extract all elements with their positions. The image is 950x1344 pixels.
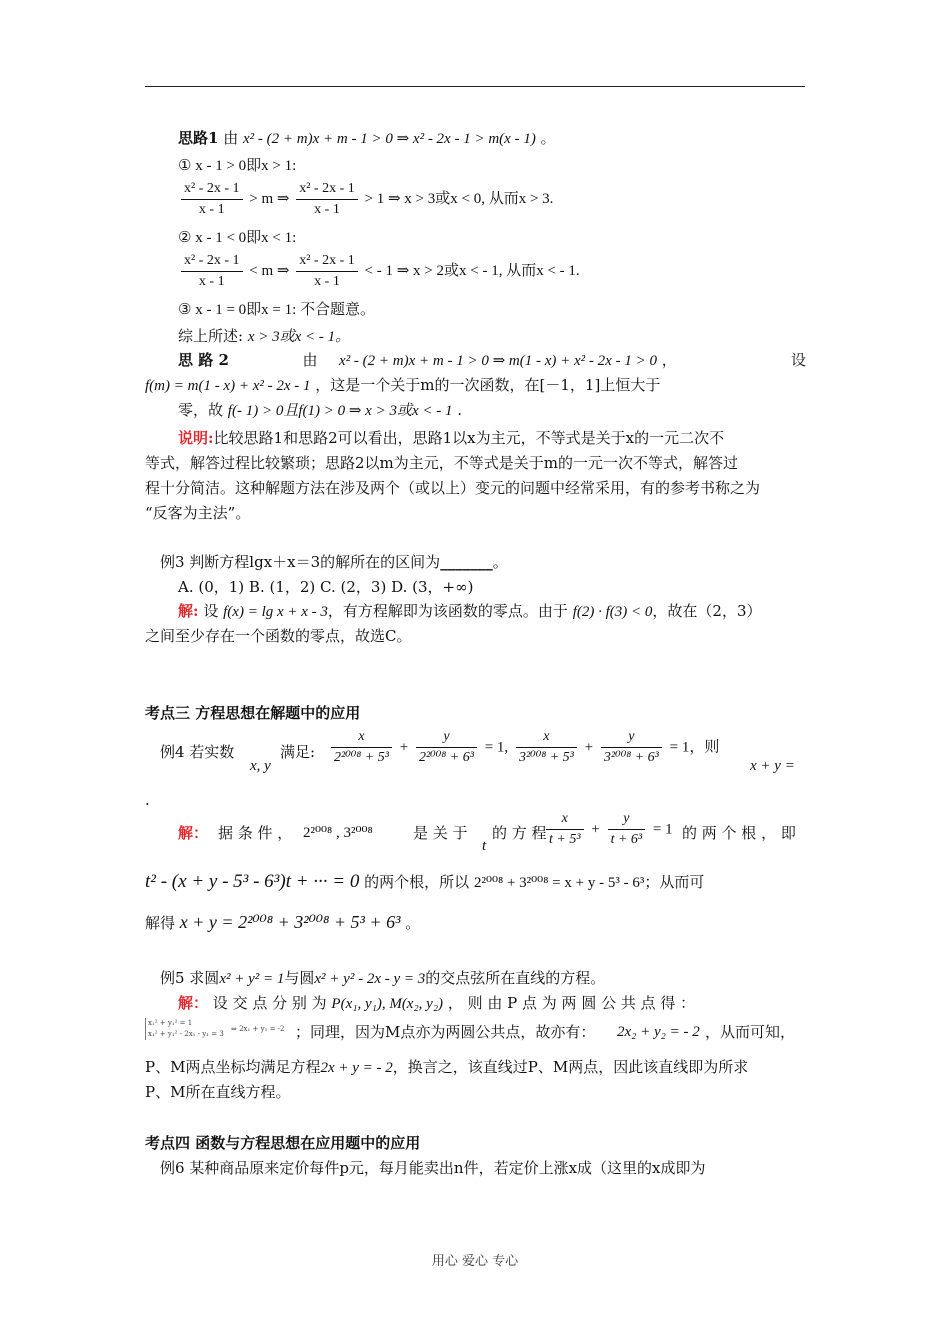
method2-intro: 由 — [302, 351, 318, 369]
ex5-solution-line1 — [178, 993, 806, 1014]
ex4-f4-num: y — [601, 728, 662, 748]
ex4-frac4 — [601, 728, 662, 767]
ex5-sys-res: ⇒ 2x₁ + y₁ = -2 — [231, 1025, 285, 1033]
ex4-frac2 — [416, 728, 477, 767]
ex3-q-end: 。 — [492, 553, 508, 571]
page-footer: 用心 爱心 专心 — [431, 1254, 519, 1269]
ex4-g1-num: x — [546, 810, 584, 830]
ex4-q: 例4 若实数 — [160, 743, 235, 761]
ex3-sol-d: ，故在（2，3） — [652, 602, 762, 620]
ex3-sol-line2: 之间至少存在一个函数的零点，故选C。 — [145, 627, 412, 645]
ex5-sys2: x₁² + y₁² - 2x₁ - y₁ = 3 — [148, 1030, 224, 1038]
method2-line3-b: f(- 1) > 0且f(1) > 0 ⇒ x > 3或x < - 1 — [227, 403, 453, 419]
ex4-sol-f: 的两个根，所以 — [364, 873, 470, 891]
ex3-solution — [178, 601, 762, 622]
case1-mid: > m ⇒ — [249, 190, 290, 207]
note-text1: 比较思路1和思路2可以看出，思路1以x为主元，不等式是关于x的一元二次不 — [213, 429, 725, 447]
ex4-roots: 2²⁰⁰⁸ , 3²⁰⁰⁸ — [303, 825, 373, 841]
note-line2: 等式，解答过程比较繁琐；思路2以m为主元，不等式是关于m的一元一次不等式，解答过 — [145, 454, 738, 472]
case2-line — [178, 252, 580, 291]
section3-title: 考点三 方程思想在解题中的应用 — [145, 704, 361, 722]
ex4-f2-num: y — [416, 728, 477, 748]
method2-line1 — [178, 350, 806, 371]
method2-comma: ， — [661, 351, 677, 369]
ex5-c1: x² + y² = 1 — [219, 971, 285, 987]
ex4-g2-num: y — [608, 810, 646, 830]
ex4-sol-g: ；从而可 — [644, 873, 705, 891]
case2-fraction-a — [181, 252, 243, 291]
case1-num-b: x² - 2x - 1 — [296, 180, 358, 200]
method2-label: 思 路 2 — [178, 351, 229, 369]
ex4-end: 。 — [405, 914, 421, 932]
case1-line — [178, 180, 553, 219]
summary-expr: x > 3或x < - 1。 — [247, 329, 351, 345]
ex5-solution-line4: P、M所在直线方程。 — [145, 1083, 291, 1101]
ex4-ans: x + y = 2²⁰⁰⁸ + 3²⁰⁰⁸ + 5³ + 6³ — [179, 912, 401, 932]
summary-line — [178, 326, 350, 347]
case3-line: ③ x - 1 = 0即x = 1: 不合题意。 — [178, 302, 376, 318]
ex5-sol-c: ；同理，因为M点亦为两圆公共点，故亦有： — [295, 1023, 596, 1041]
ex3-sol-b: ，有方程解即为该函数的零点。由于 — [327, 602, 568, 620]
ex3-q: 例3 判断方程lgx＋x＝3的解所在的区间为 — [160, 553, 441, 571]
case2-mid: < m ⇒ — [249, 262, 290, 279]
case1-num-a: x² - 2x - 1 — [181, 180, 243, 200]
case1-den-b: x - 1 — [314, 202, 340, 217]
method1-expr: x² - (2 + m)x + m - 1 > 0 ⇒ x² - 2x - 1 > m(x - 1) — [243, 131, 536, 147]
ex5-line3-eq: 2x + y = - 2 — [320, 1060, 393, 1076]
ex5-question — [160, 968, 605, 989]
case1-fraction-b — [296, 180, 358, 219]
ex3-sol-c: f(2) · f(3) < 0 — [572, 604, 653, 620]
ex4-g1-den: t + 5³ — [549, 832, 581, 847]
ex4-quad: t² - (x + y - 5³ - 6³)t + ··· = 0 — [145, 871, 360, 892]
header-rule — [145, 86, 805, 87]
ex4-f1-num: x — [331, 728, 392, 748]
ex5-sol-b: ， 则 由 P 点 为 两 圆 公 共 点 得 ： — [447, 994, 696, 1012]
ex5-q-a: 例5 求圆 — [160, 969, 220, 987]
ex4-satisfy: 满足: — [280, 743, 316, 761]
ex4-f2-den: 2²⁰⁰⁸ + 6³ — [418, 750, 474, 765]
method2-fm: f(m) = m(1 - x) + x² - 2x - 1 — [145, 378, 311, 394]
ex4-eq1: = 1, — [484, 739, 509, 756]
ex4-sol-c: 的 方 程 — [492, 824, 547, 842]
case2-tail: < - 1 ⇒ x > 2或x < - 1, 从而x < - 1. — [364, 262, 580, 279]
ex4-f3-num: x — [516, 728, 577, 748]
method1-intro: 由 — [223, 129, 239, 147]
case2-num-a: x² - 2x - 1 — [181, 252, 243, 272]
ex4-g2 — [608, 810, 646, 849]
ex3-blank: _______ — [440, 553, 493, 571]
ex4-vars: x, y — [250, 758, 271, 774]
ex5-sys1: x₁² + y₁² = 1 — [148, 1019, 193, 1027]
ex3-sol-a: 设 — [203, 602, 219, 620]
method1-line — [178, 128, 556, 149]
note-label: 说明: — [178, 429, 214, 447]
case2-den-b: x - 1 — [314, 274, 340, 289]
ex4-sol-e: 的 两 个 根 ， 即 — [682, 824, 796, 842]
case1-tail: > 1 ⇒ x > 3或x < 0, 从而x > 3. — [364, 190, 554, 207]
ex4-ask: x + y = — [750, 758, 795, 774]
case1-head: ① x - 1 > 0即x > 1: — [178, 158, 297, 174]
ex4-sol-label: 解： — [178, 824, 209, 842]
ex4-dot: . — [145, 791, 150, 809]
method2-line3 — [178, 400, 462, 421]
ex4-sol-a: 据 条 件 ， — [218, 824, 293, 842]
method1-end: 。 — [540, 129, 556, 147]
ex4-vieta: 2²⁰⁰⁸ + 3²⁰⁰⁸ = x + y - 5³ - 6³ — [473, 875, 645, 891]
case2-den-a: x - 1 — [198, 274, 225, 289]
note-line1 — [178, 428, 724, 448]
method2-line3-a: 零，故 — [178, 401, 224, 419]
section4-title: 考点四 函数与方程思想在应用题中的应用 — [145, 1134, 421, 1152]
case1-den-a: x - 1 — [198, 202, 225, 217]
note-line4: “反客为主法”。 — [145, 504, 251, 522]
ex5-m-eq: 2x₂ + y₂ = - 2 — [617, 1024, 700, 1040]
method2-line3-end: . — [457, 401, 463, 419]
ex4-sol-d: = 1 — [652, 821, 673, 838]
ex6-question: 例6 某种商品原来定价每件p元，每月能卖出n件，若定价上涨x成（这里的x成即为 — [160, 1159, 706, 1177]
case1-fraction-a — [181, 180, 243, 219]
ex5-solution-line3 — [145, 1057, 748, 1078]
ex3-sol-f: f(x) = lg x + x - 3 — [223, 604, 328, 620]
ex4-frac1 — [331, 728, 392, 767]
method2-line2 — [145, 375, 660, 396]
ex4-f3-den: 3²⁰⁰⁸ + 5³ — [518, 750, 574, 765]
case2-num-b: x² - 2x - 1 — [296, 252, 358, 272]
ex4-solution-line2 — [145, 870, 704, 895]
ex5-line3-b: ，换言之，该直线过P、M两点，因此该直线即为所求 — [392, 1058, 749, 1076]
ex4-t: t — [482, 838, 487, 854]
ex4-equations: $\frac{x}{\text{2²⁰⁰⁸ + 5³}}$ + $\frac{y}{\text{2²⁰⁰⁸ + 6³}}$ = 1, $\frac{x}{\text{3²⁰⁰⁸ + 5³}}$ + $\frac{y}{\text{3²⁰⁰⁸ + 6³}}$ = 1，则 — [328, 728, 719, 767]
method2-expr: x² - (2 + m)x + m - 1 > 0 ⇒ m(1 - x) + x² - 2x - 1 > 0 — [339, 353, 657, 369]
ex4-sol-h: 解得 — [145, 914, 176, 932]
ex5-c2: x² + y² - 2x - y = 3 — [314, 971, 426, 987]
summary-label: 综上所述: — [178, 327, 244, 345]
ex4-sol-b: 是 关 于 — [413, 824, 468, 842]
ex5-pts: P(x₁, y₁), M(x₂, y₂) — [331, 996, 444, 1012]
ex4-eq2: = 1 — [669, 739, 690, 756]
ex4-solution-line3 — [145, 910, 420, 935]
case2-head: ② x - 1 < 0即x < 1: — [178, 230, 297, 246]
ex4-f1-den: 2²⁰⁰⁸ + 5³ — [334, 750, 389, 765]
ex4-then: ，则 — [689, 737, 720, 756]
method2-set: 设 — [790, 351, 806, 369]
ex4-f4-den: 3²⁰⁰⁸ + 6³ — [603, 750, 659, 765]
case2-fraction-b — [296, 252, 358, 291]
method2-fm-text: ，这是一个关于m的一次函数，在[－1，1]上恒大于 — [315, 376, 661, 394]
ex3-question — [160, 552, 508, 572]
ex5-q-b: 与圆 — [284, 969, 315, 987]
ex5-sol-d: ，从而可知， — [705, 1023, 796, 1041]
ex5-sol-label: 解： — [178, 994, 209, 1012]
ex4-frac3 — [516, 728, 577, 767]
method1-label: 思路1 — [178, 129, 219, 147]
ex4-g2-den: t + 6³ — [610, 832, 643, 847]
ex5-line3-a: P、M两点坐标均满足方程 — [145, 1058, 321, 1076]
ex4-g1 — [546, 810, 584, 849]
ex3-sol-label: 解: — [178, 602, 199, 620]
ex4-solution-line1 — [178, 810, 806, 856]
note-line3: 程十分简洁。这种解题方法在涉及两个（或以上）变元的问题中经常采用，有的参考书称之为 — [145, 479, 761, 497]
ex5-sol-a: 设 交 点 分 别 为 — [212, 994, 327, 1012]
ex3-options: A. (0，1) B. (1，2) C. (2，3) D. (3，+∞) — [178, 578, 474, 596]
ex5-q-c: 的交点弦所在直线的方程。 — [425, 969, 606, 987]
ex4-equation: $\frac{x}{\text{t + 5³}}$ + $\frac{y}{\text{t + 6³}}$ = 1 — [543, 810, 673, 849]
ex5-system — [145, 1018, 224, 1040]
